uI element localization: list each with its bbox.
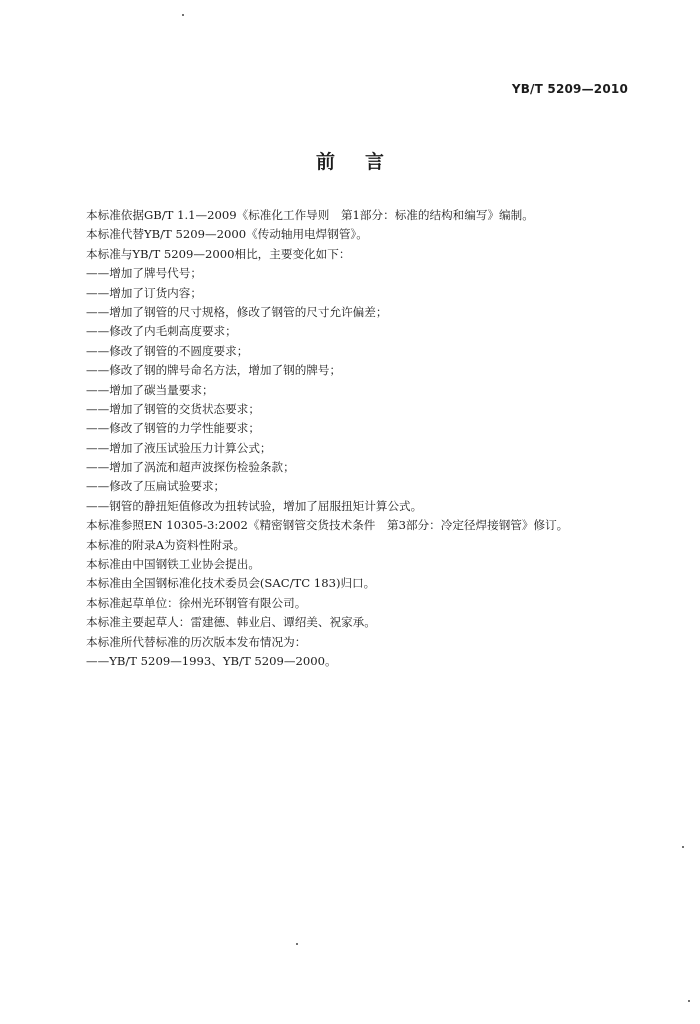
list-item: ——修改了压扁试验要求； xyxy=(86,479,226,494)
list-item: ——YB/T 5209—1993、YB/T 5209—2000。 xyxy=(86,653,337,668)
list-item: ——增加了碳当量要求； xyxy=(86,382,214,397)
list-item: ——增加了订货内容； xyxy=(86,285,202,300)
list-item: ——钢管的静扭矩值修改为扭转试验，增加了屈服扭矩计算公式。 xyxy=(86,498,423,513)
text-line: 本标准起草单位：徐州光环钢管有限公司。 xyxy=(86,595,307,610)
text-line: 本标准由全国钢标准化技术委员会(SAC/TC 183)归口。 xyxy=(86,576,376,591)
list-item: ——修改了钢管的力学性能要求； xyxy=(86,421,260,436)
text-line: 本标准依据GB/T 1.1—2009《标准化工作导则 第1部分：标准的结构和编写》编制。 xyxy=(86,208,534,222)
page-title: 前言 xyxy=(315,151,414,173)
list-item: ——增加了钢管的交货状态要求； xyxy=(86,401,260,416)
list-item: ——增加了钢管的尺寸规格，修改了钢管的尺寸允许偏差； xyxy=(86,304,388,319)
list-item: ——修改了内毛刺高度要求； xyxy=(86,324,237,339)
list-item: ——增加了涡流和超声波探伤检验条款； xyxy=(86,460,295,475)
scan-speck xyxy=(688,1000,690,1002)
scan-speck xyxy=(296,943,298,945)
text-line: 本标准参照EN 10305-3:2002《精密钢管交货技术条件 第3部分：冷定径焊接钢管》修订。 xyxy=(86,518,569,533)
list-item: ——增加了牌号代号； xyxy=(86,266,202,281)
text-line: 本标准由中国钢铁工业协会提出。 xyxy=(86,557,260,572)
list-item: ——修改了钢的牌号命名方法，增加了钢的牌号； xyxy=(86,363,342,378)
text-line: 本标准的附录A为资料性附录。 xyxy=(86,537,246,552)
text-line: 本标准所代替标准的历次版本发布情况为： xyxy=(86,634,307,649)
scan-speck xyxy=(182,14,184,16)
foreword-body xyxy=(86,206,646,671)
text-line: 本标准与YB/T 5209—2000相比，主要变化如下： xyxy=(86,246,351,261)
scan-speck xyxy=(682,846,684,848)
text-line: 本标准主要起草人：雷建德、韩业启、谭绍美、祝家承。 xyxy=(86,615,376,630)
text-line: 本标准代替YB/T 5209—2000《传动轴用电焊钢管》。 xyxy=(86,227,368,242)
list-item: ——增加了液压试验压力计算公式； xyxy=(86,440,272,455)
document-code: YB/T 5209—2010 xyxy=(511,82,628,96)
list-item: ——修改了钢管的不圆度要求； xyxy=(86,343,249,358)
